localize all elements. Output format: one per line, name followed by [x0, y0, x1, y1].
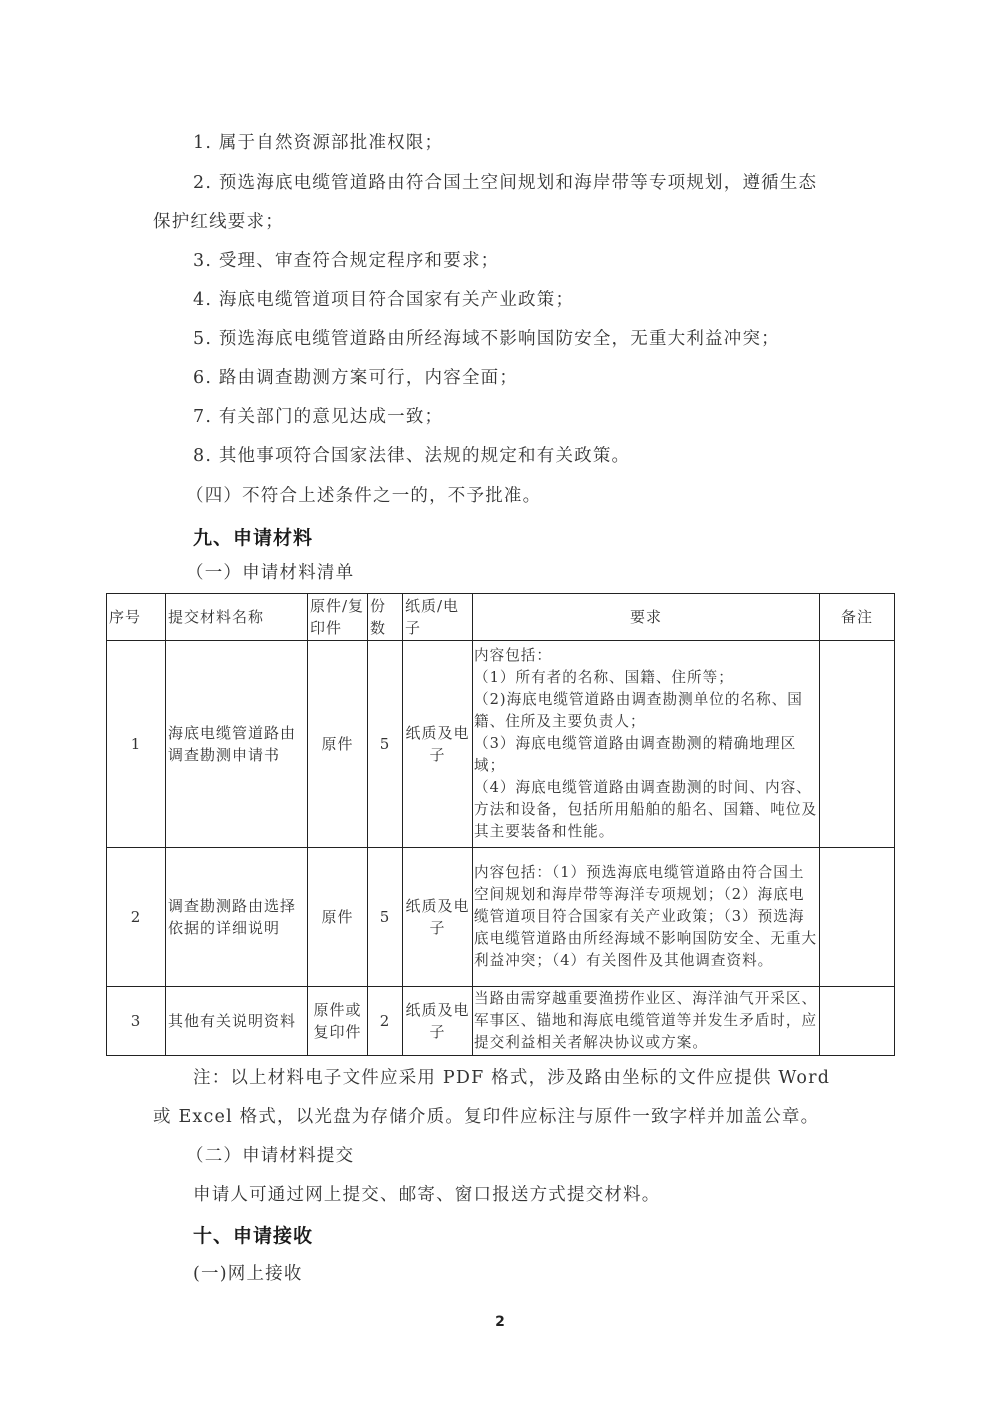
table-row	[107, 987, 895, 1056]
requirement-line: 当路由需穿越重要渔捞作业区、海洋油气开采区、军事区、锚地和海底电缆管道等并发生矛盾时，应提交利益相关者解决协议或方案。	[474, 990, 818, 1051]
row-remarks	[820, 848, 895, 987]
condition-item-8: 8. 其他事项符合国家法律、法规的规定和有关政策。	[193, 446, 631, 466]
condition-item-5: 5. 预选海底电缆管道路由所经海域不影响国防安全，无重大利益冲突；	[193, 329, 780, 349]
header-original-copy: 原件/复印件	[308, 594, 368, 641]
condition-item-4: 4. 海底电缆管道项目符合国家有关产业政策；	[193, 290, 575, 310]
row-remarks	[820, 987, 895, 1056]
row-no: 1	[107, 641, 166, 848]
row-copies: 5	[368, 641, 403, 848]
table-header-row	[107, 594, 895, 641]
row-requirements	[473, 848, 820, 987]
requirement-line: （1）所有者的名称、国籍、住所等；	[474, 669, 734, 686]
section-9-title: 九、申请材料	[193, 527, 314, 549]
condition-item-1: 1. 属于自然资源部批准权限；	[193, 133, 444, 153]
header-no: 序号	[107, 594, 166, 641]
header-remarks: 备注	[820, 594, 895, 641]
table-row	[107, 848, 895, 987]
section-10-title: 十、申请接收	[193, 1225, 314, 1247]
row-format: 纸质及电子	[403, 848, 473, 987]
online-receipt-title: (一)网上接收	[193, 1264, 303, 1284]
row-requirements	[473, 641, 820, 848]
submission-title: （二）申请材料提交	[186, 1146, 355, 1166]
note-line-2: 或 Excel 格式，以光盘为存储介质。复印件应标注与原件一致字样并加盖公章。	[153, 1107, 820, 1127]
row-original-copy: 原件	[308, 848, 368, 987]
condition-item-3: 3. 受理、审查符合规定程序和要求；	[193, 251, 500, 271]
condition-item-6: 6. 路由调查勘测方案可行，内容全面；	[193, 368, 519, 388]
requirement-line: （3）海底电缆管道路由调查勘测的精确地理区域；	[474, 735, 797, 774]
row-material-name: 海底电缆管道路由调查勘测申请书	[166, 641, 308, 848]
row-material-name: 调查勘测路由选择依据的详细说明	[166, 848, 308, 987]
requirement-line: 内容包括：	[474, 647, 552, 664]
row-format: 纸质及电子	[403, 987, 473, 1056]
condition-item-2-continued: 保护红线要求；	[153, 212, 284, 232]
header-requirements: 要求	[473, 594, 820, 641]
requirement-line: （4）海底电缆管道路由调查勘测的时间、内容、方法和设备，包括所用船舶的船名、国籍、吨位及其主要装备和性能。	[474, 779, 818, 840]
row-no: 3	[107, 987, 166, 1056]
table-row	[107, 641, 895, 848]
header-material-name: 提交材料名称	[166, 594, 308, 641]
requirement-line: （2)海底电缆管道路由调查勘测单位的名称、国籍、住所及主要负责人；	[474, 691, 803, 730]
condition-item-2: 2. 预选海底电缆管道路由符合国土空间规划和海岸带等专项规划，遵循生态	[193, 173, 818, 193]
condition-item-7: 7. 有关部门的意见达成一致；	[193, 407, 444, 427]
requirement-line: 内容包括：（1）预选海底电缆管道路由符合国土空间规划和海岸带等海洋专项规划；（2）海底电缆管道项目符合国家有关产业政策；（3）预选海底电缆管道路由所经海域不影响国防安全、无重大利益冲突；（4）有关图件及其他调查资料。	[474, 864, 818, 969]
materials-table	[106, 593, 895, 1056]
submission-text: 申请人可通过网上提交、邮寄、窗口报送方式提交材料。	[193, 1185, 661, 1205]
row-copies: 5	[368, 848, 403, 987]
page-number: 2	[495, 1314, 505, 1330]
row-copies: 2	[368, 987, 403, 1056]
row-original-copy: 原件	[308, 641, 368, 848]
row-material-name: 其他有关说明资料	[166, 987, 308, 1056]
row-remarks	[820, 641, 895, 848]
row-no: 2	[107, 848, 166, 987]
rejection-clause: （四）不符合上述条件之一的，不予批准。	[186, 486, 542, 506]
note-line-1: 注：以上材料电子文件应采用 PDF 格式，涉及路由坐标的文件应提供 Word	[193, 1068, 831, 1088]
header-format: 纸质/电子	[403, 594, 473, 641]
row-original-copy: 原件或复印件	[308, 987, 368, 1056]
row-requirements	[473, 987, 820, 1056]
row-format: 纸质及电子	[403, 641, 473, 848]
materials-list-title: （一）申请材料清单	[186, 563, 355, 583]
header-copies: 份数	[368, 594, 403, 641]
